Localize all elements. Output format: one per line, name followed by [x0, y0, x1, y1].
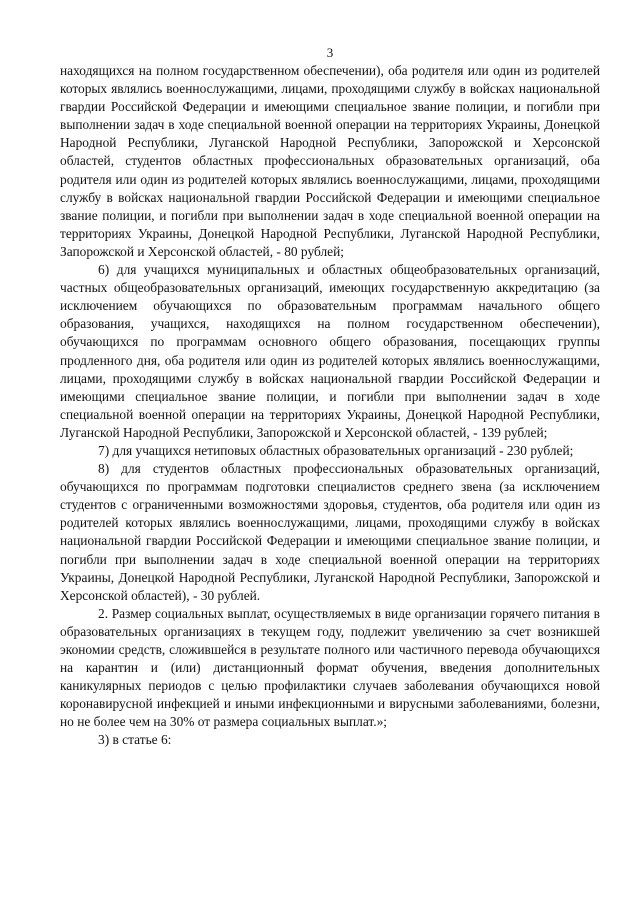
- document-page: [60, 0, 600, 750]
- paragraph-item-8: 8) для студентов областных профессиональных образовательных организаций, обучающихся по программам подготовки специалистов среднего звена (за исключением студентов с ограниченными возможностями здоровья, студентов, оба родителя или один из родителей которых являлись военнослужащими, лицами, проходящими службу в войсках национальной гвардии Российской Федерации и имеющими специальное звание полиции, и погибли при выполнении задач в ходе специальной военной операции на территориях Украины, Донецкой Народной Республики, Луганской Народной Республики, Запорожской и Херсонской областей), - 30 рублей.: [60, 461, 600, 603]
- paragraph-continuation: находящихся на полном государственном обеспечении), оба родителя или один из родителей которых являлись военнослужащими, лицами, проходящими службу в войсках национальной гвардии Российской Федерации и имеющими специальное звание полиции, и погибли при выполнении задач в ходе специальной военной операции на территориях Украины, Донецкой Народной Республики, Луганской Народной Республики, Запорожской и Херсонской областей, студентов областных профессиональных образовательных организаций, оба родителя или один из родителей которых являлись военнослужащими, лицами, проходящими службу в войсках национальной гвардии Российской Федерации и имеющими специальное звание полиции, и погибли при выполнении задач в ходе специальной военной операции на территориях Украины, Донецкой Народной Республики, Луганской Народной Республики, Запорожской и Херсонской областей, - 80 рублей;: [60, 63, 600, 259]
- paragraph-section-2: 2. Размер социальных выплат, осуществляемых в виде организации горячего питания в образовательных организациях в текущем году, подлежит увеличению за счет возникшей экономии средств, сложившейся в результате полного или частичного перевода обучающихся на карантин и (или) дистанционный формат обучения, введения дополнительных каникулярных периодов с целью профилактики случаев заболевания обучающихся новой коронавирусной инфекцией и иными инфекционными и вирусными заболеваниями, болезни, но не более чем на 30% от размера социальных выплат.»;: [60, 605, 600, 730]
- page-number: 3: [326, 45, 334, 60]
- paragraph-article-6-intro: 3) в статье 6:: [98, 732, 172, 748]
- paragraph-item-7: 7) для учащихся нетиповых областных образовательных организаций - 230 рублей;: [98, 442, 574, 458]
- paragraph-item-6: 6) для учащихся муниципальных и областных общеобразовательных организаций, частных общеобразовательных организаций, имеющих государственную аккредитацию (за исключением обучающихся по образовательным программам начального общего образования, учащихся, находящихся на полном государственном обеспечении), обучающихся по программам основного общего образования, посещающих группы продленного дня, оба родителя или один из родителей которых являлись военнослужащими, лицами, проходящими службу в войсках национальной гвардии Российской Федерации и имеющими специальное звание полиции, и погибли при выполнении задач в ходе специальной военной операции на территориях Украины, Донецкой Народной Республики, Луганской Народной Республики, Запорожской и Херсонской областей, - 139 рублей;: [60, 262, 600, 440]
